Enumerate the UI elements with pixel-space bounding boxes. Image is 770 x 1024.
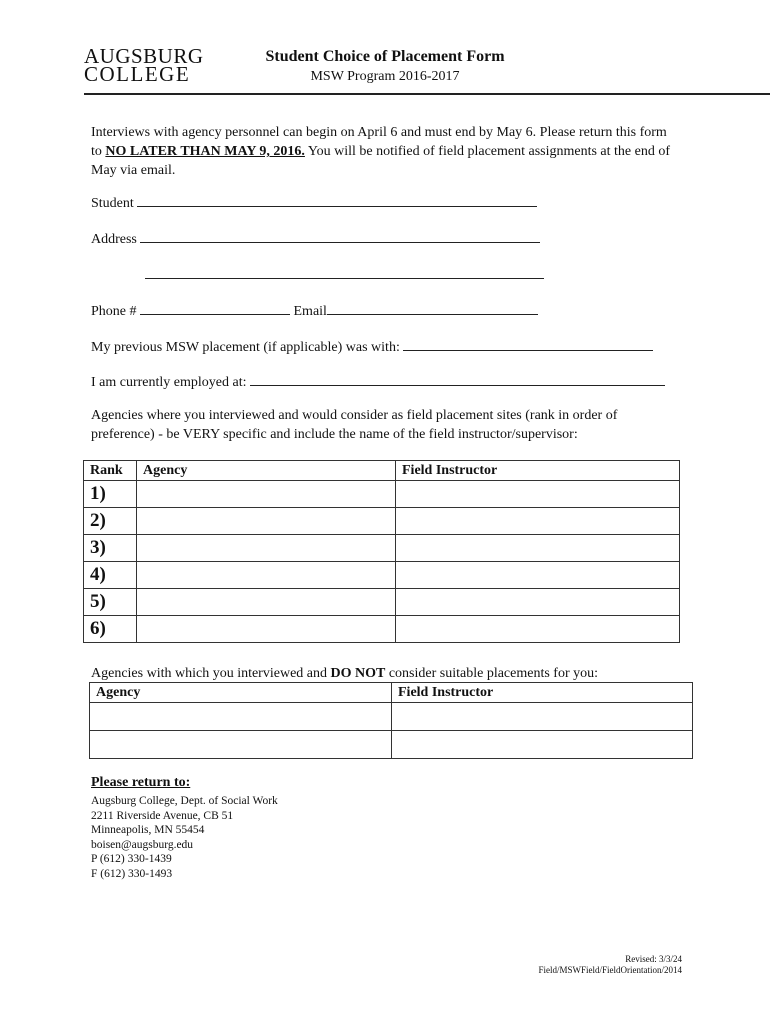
rank-cell: 3) xyxy=(84,535,137,562)
file-path: Field/MSWField/FieldOrientation/2014 xyxy=(538,965,682,975)
form-title: Student Choice of Placement Form xyxy=(265,48,505,65)
previous-placement-label: My previous MSW placement (if applicable) was with: xyxy=(91,340,400,355)
phone-line: P (612) 330-1439 xyxy=(91,853,172,866)
return-heading: Please return to: xyxy=(91,775,191,790)
agency-header: Agency xyxy=(137,461,396,481)
rank-cell: 2) xyxy=(84,508,137,535)
phone-label: Phone # xyxy=(91,304,137,319)
address-label: Address xyxy=(91,232,137,247)
not-suitable-before: Agencies with which you interviewed and xyxy=(91,666,331,681)
agency-cell[interactable] xyxy=(137,616,396,643)
agency-cell[interactable] xyxy=(137,535,396,562)
rank-cell: 5) xyxy=(84,589,137,616)
instructor-cell[interactable] xyxy=(396,616,680,643)
agencies-intro: Agencies where you interviewed and would consider as field placement sites (rank in order of preference) - be VERY specific and include the name of the field instructor/supervisor: xyxy=(91,408,618,442)
table-row xyxy=(84,562,680,589)
agency-cell[interactable] xyxy=(137,562,396,589)
not-suitable-intro xyxy=(91,664,598,683)
logo-bottom-text: COLLEGE xyxy=(84,62,191,86)
rank-cell: 1) xyxy=(84,481,137,508)
not-suitable-header xyxy=(90,683,693,703)
table-row xyxy=(90,731,693,759)
phone-field[interactable] xyxy=(140,300,290,315)
instructor-cell[interactable] xyxy=(396,508,680,535)
rank-cell: 4) xyxy=(84,562,137,589)
address-row xyxy=(91,228,540,249)
address-field[interactable] xyxy=(140,228,540,243)
agency-cell[interactable] xyxy=(137,481,396,508)
intro-paragraph xyxy=(91,123,681,180)
address-line: Augsburg College, Dept. of Social Work xyxy=(91,795,278,807)
table-row xyxy=(84,589,680,616)
instructor-cell[interactable] xyxy=(396,589,680,616)
employed-field[interactable] xyxy=(250,371,665,386)
phone-email-row xyxy=(91,300,538,321)
rank-header: Rank xyxy=(84,461,137,481)
instructor-cell[interactable] xyxy=(396,562,680,589)
field-instructor-header: Field Instructor xyxy=(392,683,693,703)
table-row xyxy=(84,481,680,508)
agency-cell[interactable] xyxy=(90,703,392,731)
rank-table-header xyxy=(84,461,680,481)
header-rule xyxy=(84,93,770,95)
return-address xyxy=(91,794,278,882)
revised-date: Revised: 3/3/24 xyxy=(625,954,682,964)
rank-table xyxy=(83,460,680,643)
instructor-cell[interactable] xyxy=(392,731,693,759)
employed-row xyxy=(91,371,665,392)
agency-cell[interactable] xyxy=(137,508,396,535)
student-field[interactable] xyxy=(137,192,537,207)
college-logo xyxy=(84,46,204,85)
agency-cell[interactable] xyxy=(137,589,396,616)
table-row xyxy=(84,616,680,643)
address-field-2[interactable] xyxy=(145,264,544,279)
field-instructor-header: Field Instructor xyxy=(396,461,680,481)
address-line: 2211 Riverside Avenue, CB 51 xyxy=(91,809,234,822)
form-subtitle: MSW Program 2016-2017 xyxy=(310,69,460,84)
table-row xyxy=(84,535,680,562)
instructor-cell[interactable] xyxy=(392,703,693,731)
instructor-cell[interactable] xyxy=(396,535,680,562)
revision-footer xyxy=(539,954,683,976)
fax-line: F (612) 330-1493 xyxy=(91,867,173,880)
logo-top-text: AUGSBURG xyxy=(84,44,204,68)
not-suitable-emphasis: DO NOT xyxy=(330,666,386,681)
intro-deadline: NO LATER THAN MAY 9, 2016. xyxy=(105,144,305,159)
previous-placement-field[interactable] xyxy=(403,336,653,351)
email-field[interactable] xyxy=(327,300,538,315)
table-row xyxy=(90,703,693,731)
table-row xyxy=(84,508,680,535)
address-line: Minneapolis, MN 55454 xyxy=(91,824,205,837)
not-suitable-after: consider suitable placements for you: xyxy=(385,666,599,681)
student-label: Student xyxy=(91,196,134,211)
email-label: Email xyxy=(293,304,327,319)
intro-before: Interviews with agency personnel can begin on April 6 and must end by May 6. Please return this form to xyxy=(91,125,667,159)
email-line: boisen@augsburg.edu xyxy=(91,838,194,851)
address-row-2 xyxy=(145,264,544,285)
not-suitable-table xyxy=(89,682,693,759)
agency-cell[interactable] xyxy=(90,731,392,759)
intro-after: You will be notified of field placement assignments at the end of May via email. xyxy=(91,144,671,178)
instructor-cell[interactable] xyxy=(396,481,680,508)
previous-placement-row xyxy=(91,336,653,357)
rank-cell: 6) xyxy=(84,616,137,643)
employed-label: I am currently employed at: xyxy=(91,375,247,390)
agency-header: Agency xyxy=(90,683,392,703)
student-row xyxy=(91,192,537,213)
